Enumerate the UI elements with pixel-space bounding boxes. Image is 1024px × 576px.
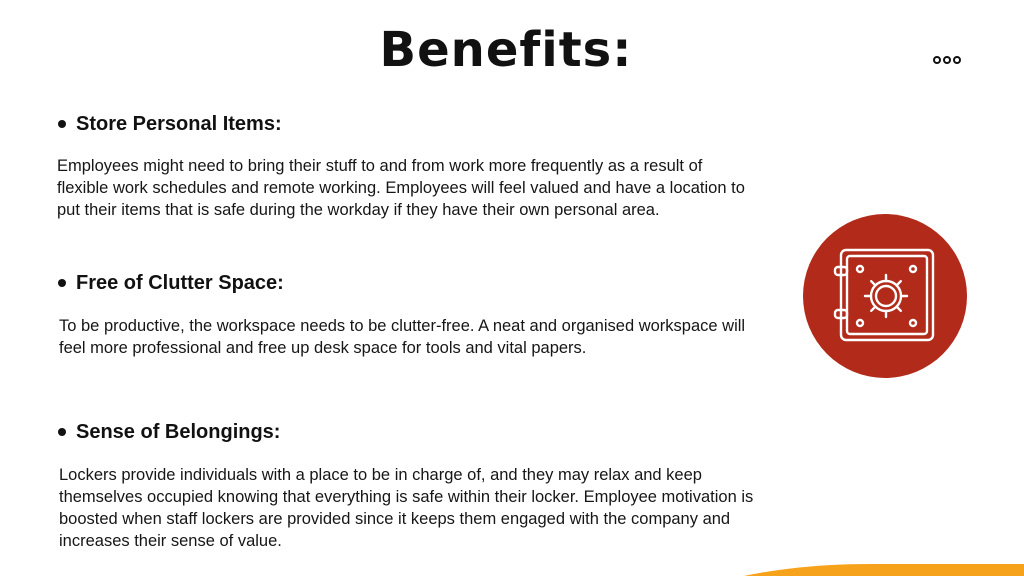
- bullet-icon: [58, 428, 66, 436]
- decorative-accent-shape: [660, 564, 1024, 576]
- bullet-icon: [58, 279, 66, 287]
- benefit-body: Employees might need to bring their stuff to and from work more frequently as a result of flexible work schedules and remote working. Employees will feel valued and have a location to put their items that is safe during the workday if they have their own personal area.: [57, 157, 745, 219]
- dot: [933, 56, 941, 64]
- more-dots-icon[interactable]: [933, 56, 961, 64]
- benefit-body: To be productive, the workspace needs to be clutter-free. A neat and organised workspace will feel more professional and free up desk space for tools and vital papers.: [59, 317, 746, 357]
- dot: [953, 56, 961, 64]
- safe-icon: [803, 214, 967, 378]
- bullet-icon: [58, 120, 66, 128]
- benefit-body: Lockers provide individuals with a place to be in charge of, and they may relax and keep themselves occupied knowing that everything is safe within their locker. Employee motivation is boosted when staff lockers are provided since it keeps them engaged with the company and increases their sense of value.: [59, 466, 754, 550]
- benefit-heading-text: Store Personal Items:: [76, 112, 282, 135]
- benefit-heading-text: Sense of Belongings:: [76, 420, 281, 443]
- safe-illustration: [803, 214, 967, 378]
- benefit-sense-of-belonging: [57, 418, 757, 552]
- benefit-heading: [57, 269, 757, 297]
- benefit-store-personal-items: [57, 110, 757, 221]
- benefit-free-of-clutter: [57, 269, 757, 359]
- benefit-heading: [57, 110, 757, 138]
- dot: [943, 56, 951, 64]
- benefit-heading-text: Free of Clutter Space:: [76, 271, 284, 294]
- benefit-heading: [57, 418, 757, 446]
- slide-title: Benefits:: [379, 22, 633, 78]
